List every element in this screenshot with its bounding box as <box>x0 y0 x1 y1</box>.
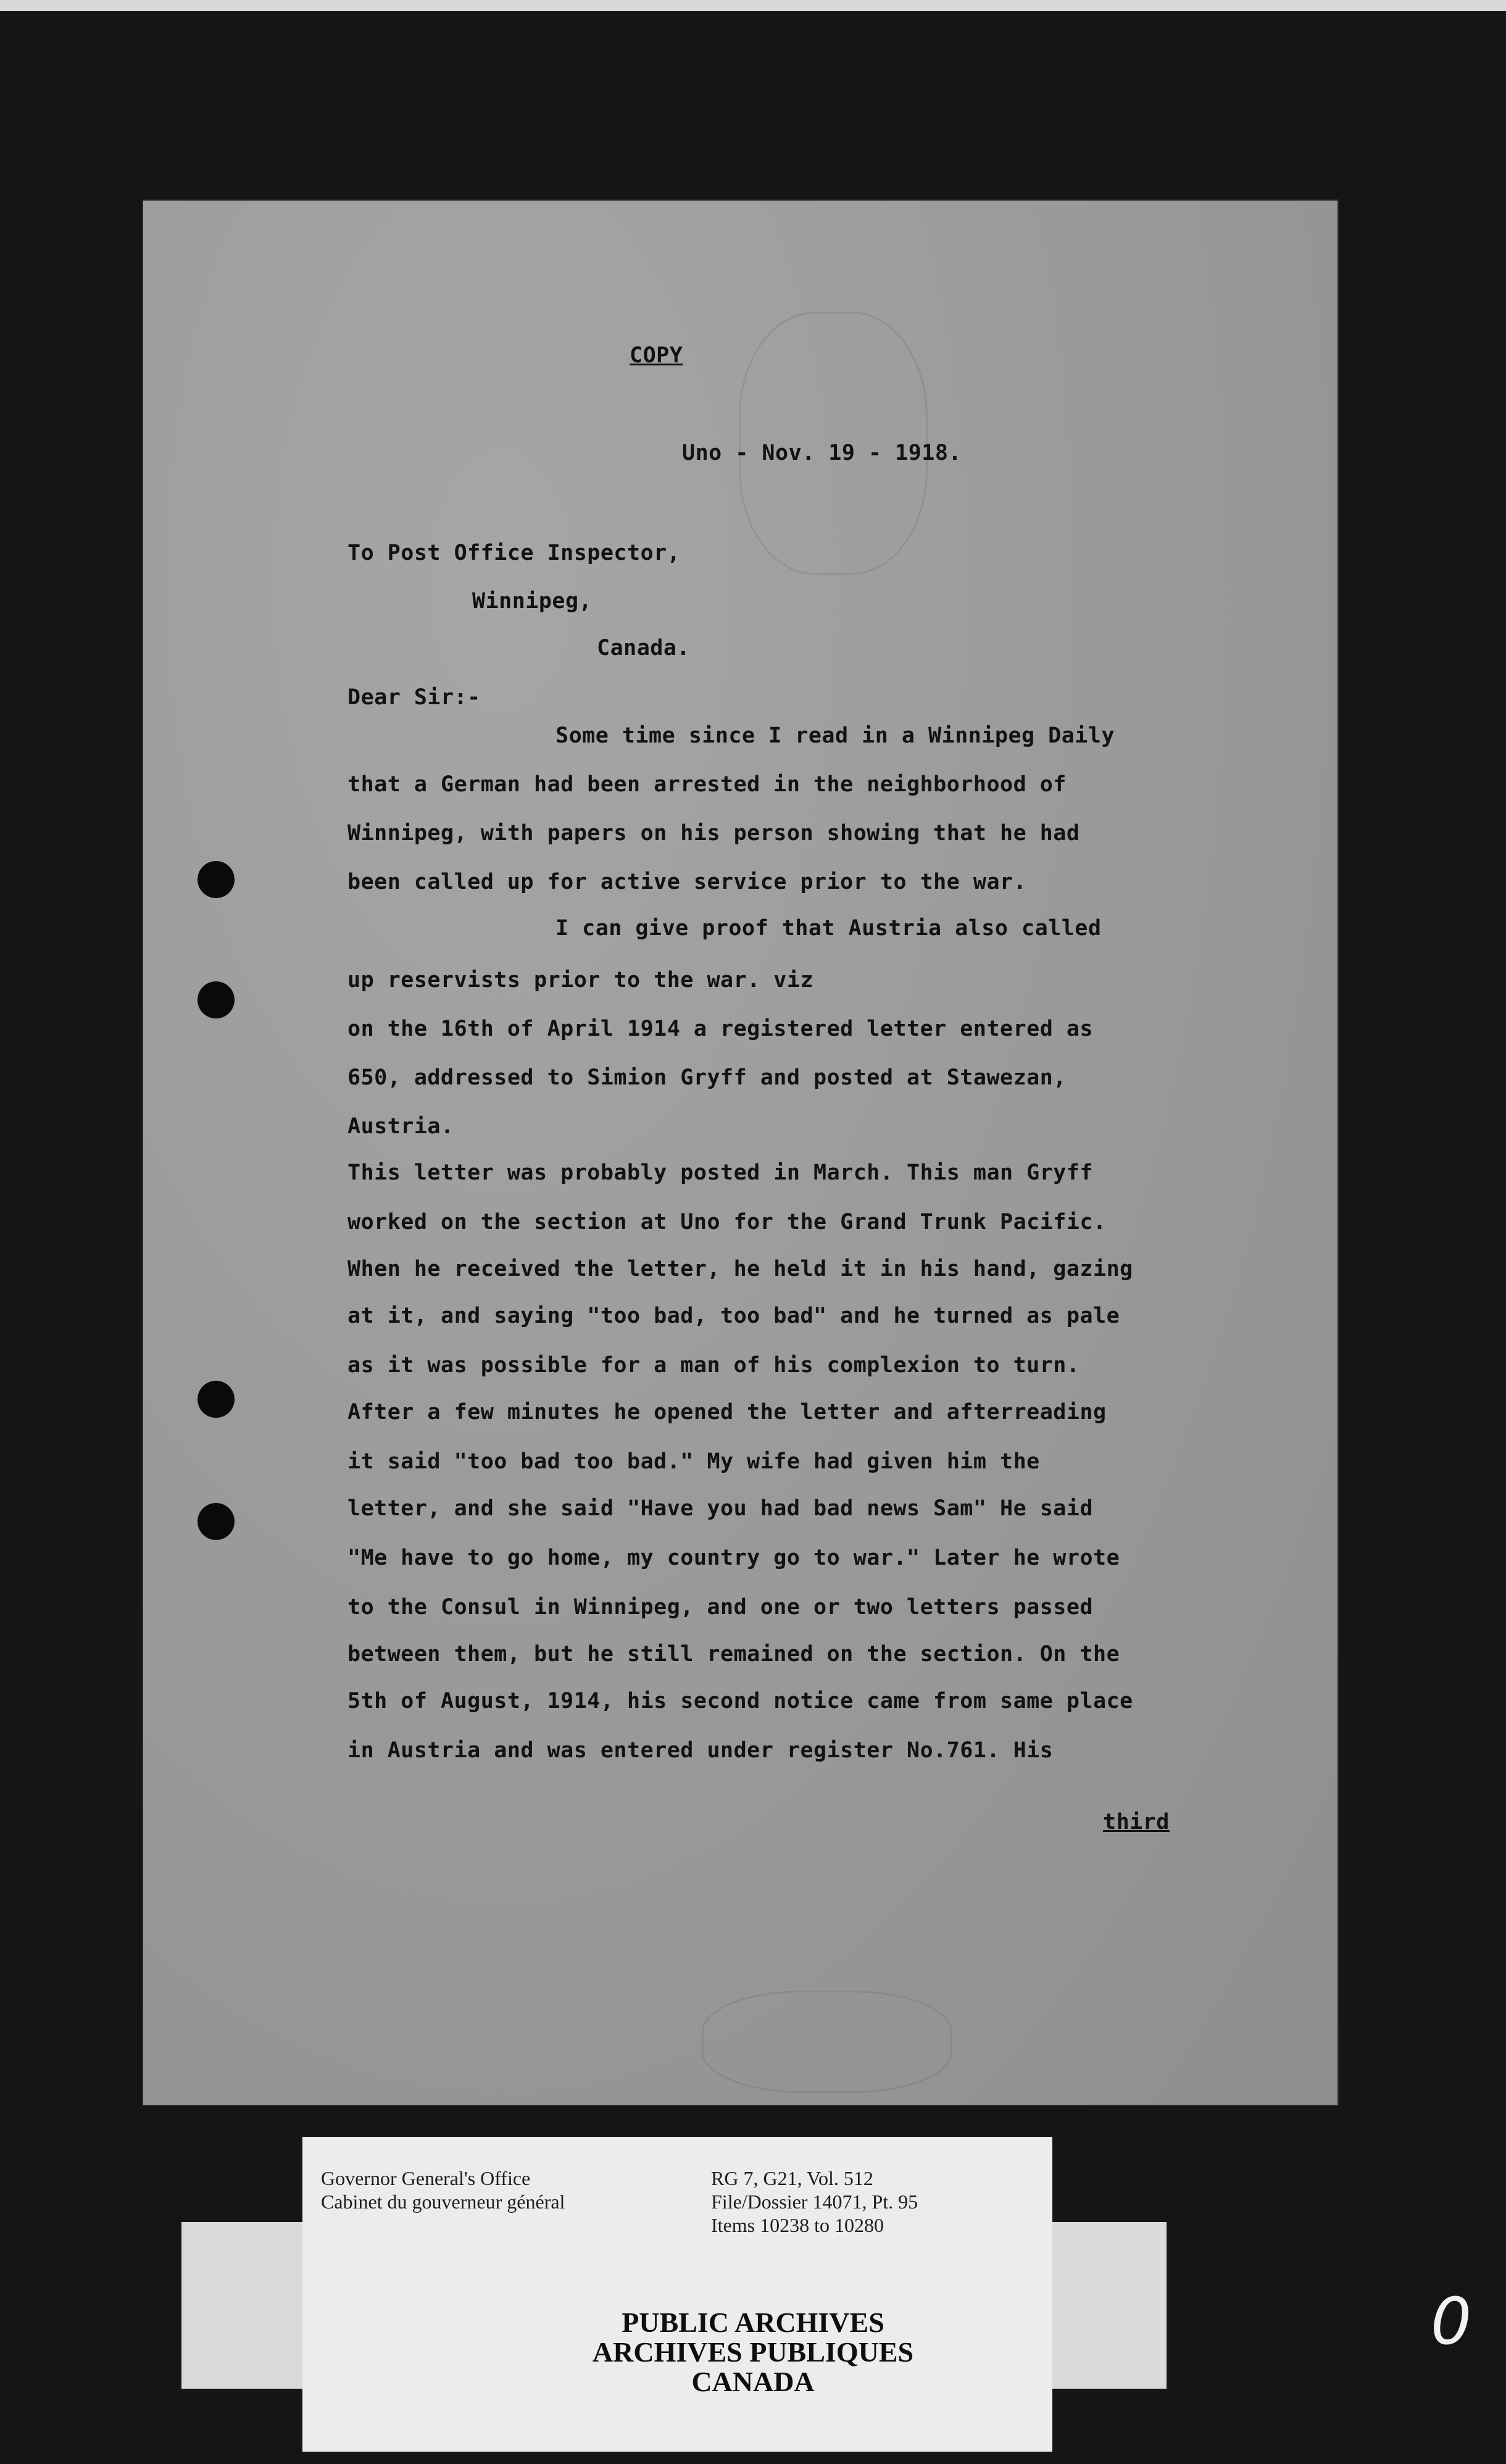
body-line: between them, but he still remained on the section. On the <box>347 1642 1120 1667</box>
body-line: that a German had been arrested in the neighborhood of <box>347 772 1067 797</box>
catchword: third <box>1103 1810 1170 1834</box>
body-line: on the 16th of April 1914 a registered letter entered as <box>347 1017 1094 1041</box>
body-line: at it, and saying "too bad, too bad" and he turned as pale <box>347 1304 1120 1328</box>
body-line: After a few minutes he opened the letter and afterreading <box>347 1400 1107 1425</box>
salutation: Dear Sir:- <box>347 685 481 710</box>
body-line: This letter was probably posted in March. This man Gryff <box>347 1160 1094 1185</box>
punch-hole-2 <box>198 981 235 1018</box>
punch-hole-3 <box>198 1381 235 1418</box>
body-line: to the Consul in Winnipeg, and one or two letters passed <box>347 1595 1094 1620</box>
items-ref: Items 10238 to 10280 <box>711 2214 884 2236</box>
body-line: letter, and she said "Have you had bad news Sam" He said <box>347 1496 1094 1521</box>
body-line: Austria. <box>347 1114 454 1139</box>
address-line-1: To Post Office Inspector, <box>347 541 681 565</box>
body-line: up reservists prior to the war. viz <box>347 968 814 993</box>
public-archives-fr: ARCHIVES PUBLIQUES <box>592 2336 914 2368</box>
body-line: 650, addressed to Simion Gryff and posted at Stawezan, <box>347 1065 1067 1090</box>
frame-number: 0 <box>1431 2284 1472 2359</box>
office-name-en: Governor General's Office <box>321 2167 531 2189</box>
public-archives-en: PUBLIC ARCHIVES <box>622 2307 884 2338</box>
body-line: in Austria and was entered under register No.761. His <box>347 1738 1054 1763</box>
body-line: I can give proof that Austria also called <box>555 916 1102 941</box>
record-group-ref: RG 7, G21, Vol. 512 <box>711 2167 873 2189</box>
body-line: When he received the letter, he held it in his hand, gazing <box>347 1257 1133 1281</box>
body-line: Some time since I read in a Winnipeg Daily <box>555 723 1115 748</box>
office-name-fr: Cabinet du gouverneur général <box>321 2191 565 2213</box>
body-line: 5th of August, 1914, his second notice came from same place <box>347 1689 1133 1713</box>
address-line-3: Canada. <box>597 636 691 660</box>
body-line: worked on the section at Uno for the Grand Trunk Pacific. <box>347 1210 1107 1234</box>
body-line: "Me have to go home, my country go to war." Later he wrote <box>347 1546 1120 1570</box>
body-line: it said "too bad too bad." My wife had given him the <box>347 1449 1040 1474</box>
watermark-crest-bottom <box>702 1991 952 2093</box>
film-edge-strip <box>0 0 1506 11</box>
body-line: as it was possible for a man of his complexion to turn. <box>347 1353 1080 1378</box>
punch-hole-1 <box>198 861 235 898</box>
file-ref: File/Dossier 14071, Pt. 95 <box>711 2191 918 2213</box>
public-archives-country: CANADA <box>691 2366 815 2397</box>
body-line: Winnipeg, with papers on his person showing that he had <box>347 821 1080 846</box>
dateline: Uno - Nov. 19 - 1918. <box>682 441 962 465</box>
address-line-2: Winnipeg, <box>472 589 593 614</box>
copy-heading: COPY <box>630 343 683 368</box>
body-line: been called up for active service prior to the war. <box>347 870 1027 894</box>
punch-hole-4 <box>198 1503 235 1540</box>
